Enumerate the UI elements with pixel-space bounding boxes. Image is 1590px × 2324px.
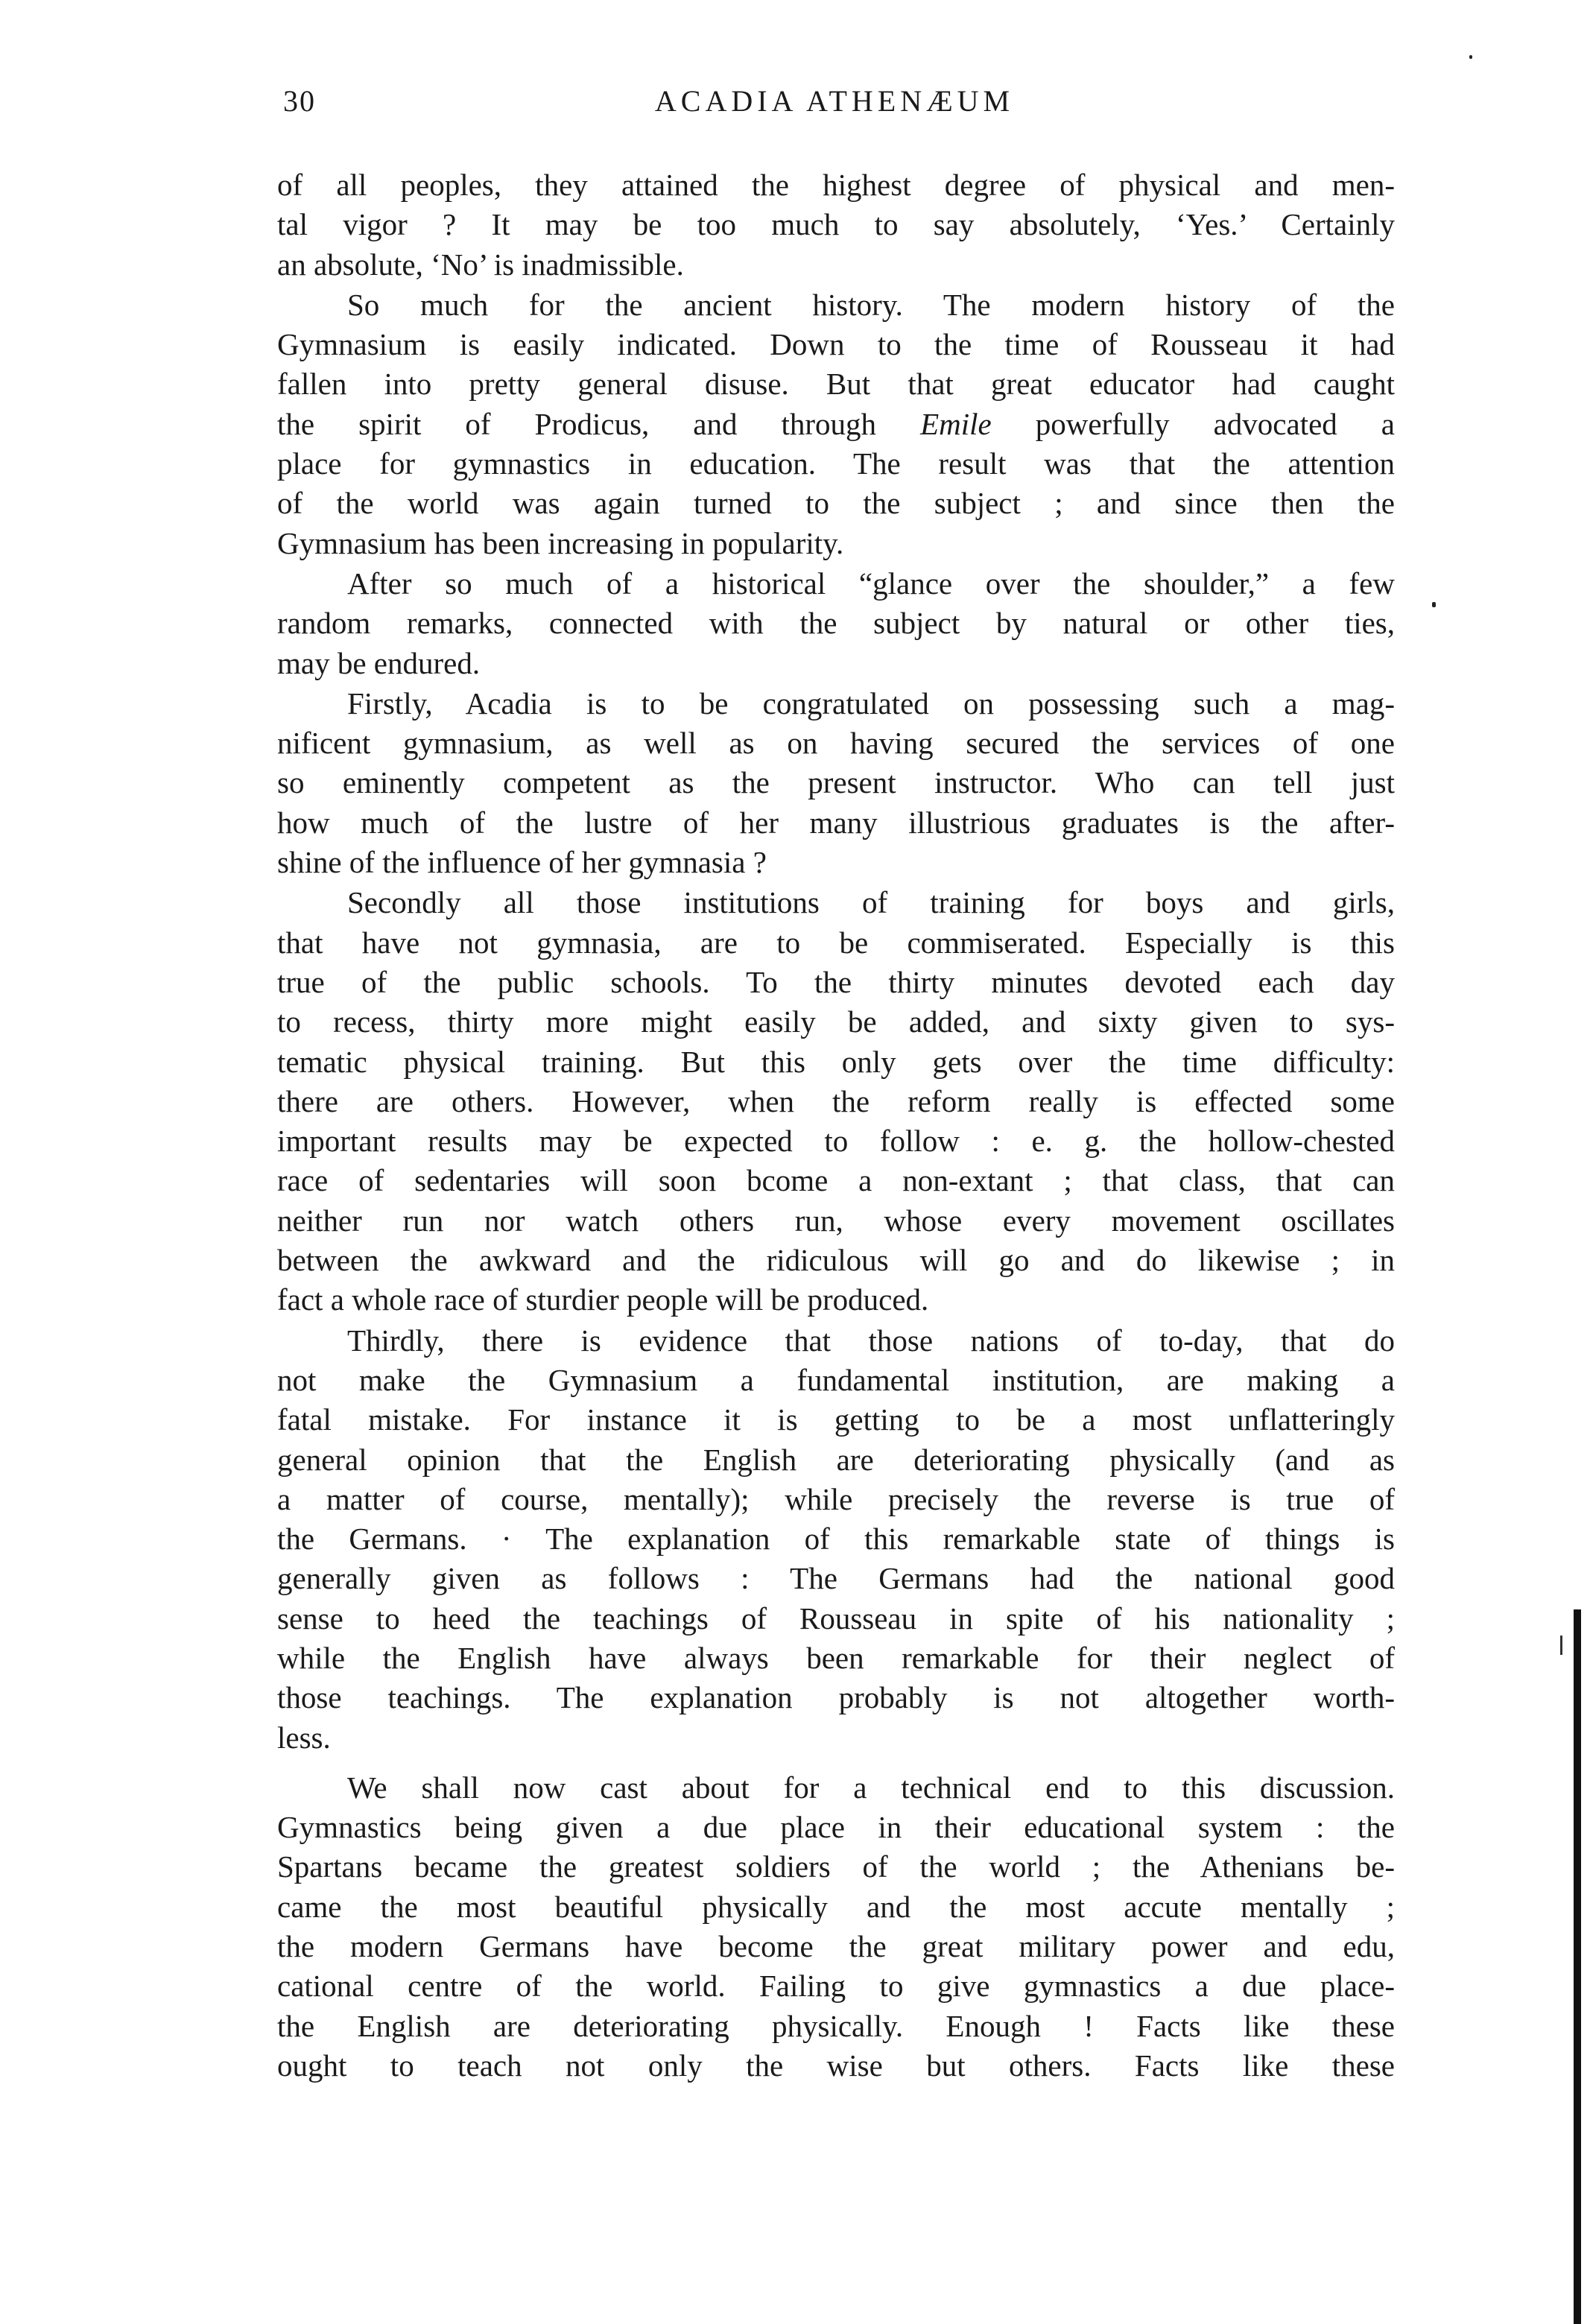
text-line: the Germans. · The explanation of this remarkable state of things is xyxy=(277,1522,1395,1557)
text-line: Firstly, Acadia is to be congratulated on possessing such a mag- xyxy=(347,686,1395,721)
text-line: those teachings. The explanation probably is not altogether worth- xyxy=(277,1680,1395,1715)
text-line: there are others. However, when the reform really is effected some xyxy=(277,1083,1395,1118)
text-line: shine of the influence of her gymnasia ? xyxy=(277,845,767,880)
text-line: fatal mistake. For instance it is getting to be a most unflatteringly xyxy=(277,1402,1395,1437)
text-line: sense to heed the teachings of Rousseau in spite of his nationality ; xyxy=(277,1600,1395,1636)
text-line: tematic physical training. But this only gets over the time difficulty: xyxy=(277,1044,1395,1079)
text-line: So much for the ancient history. The modern history of the xyxy=(347,287,1395,322)
text-line: a matter of course, mentally); while precisely the reverse is true of xyxy=(277,1481,1395,1516)
journal-title: ACADIA ATHENÆUM xyxy=(654,84,1015,118)
book-title: Emile xyxy=(920,406,992,441)
paragraph xyxy=(277,883,1395,1320)
text-line: Thirdly, there is evidence that those nations of to-day, that do xyxy=(347,1323,1395,1358)
text-line: not make the Gymnasium a fundamental institution, are making a xyxy=(277,1362,1395,1397)
text-line: random remarks, connected with the subject by natural or other ties, xyxy=(277,606,1395,641)
text-line: generally given as follows : The Germans had the national good xyxy=(277,1561,1395,1596)
text-line: the English are deteriorating physically. Enough ! Facts like these xyxy=(277,2008,1395,2043)
text-line: while the English have always been remarkable for their neglect of xyxy=(277,1640,1395,1675)
text-line: fact a whole race of sturdier people will be produced. xyxy=(277,1282,929,1317)
text-line: After so much of a historical “glance over the shoulder,” a few xyxy=(347,566,1395,601)
text-line: the spirit of Prodicus, and through Emile powerfully advocated a xyxy=(277,406,1395,441)
text-line: of all peoples, they attained the highest degree of physical and men- xyxy=(277,168,1395,202)
text-line: the modern Germans have become the great military power and edu, xyxy=(277,1929,1395,1964)
text-line: Gymnasium has been increasing in popularity. xyxy=(277,525,844,560)
text-line: came the most beautiful physically and the most accute mentally ; xyxy=(277,1889,1395,1924)
paragraph xyxy=(277,1768,1395,2086)
text-line: Gymnasium is easily indicated. Down to the time of Rousseau it had xyxy=(277,327,1395,362)
text-line: fallen into pretty general disuse. But that great educator had caught xyxy=(277,367,1395,402)
text-line: Gymnastics being given a due place in their educational system : the xyxy=(277,1810,1395,1845)
paragraph xyxy=(277,165,1395,285)
text-line: Secondly all those institutions of training for boys and girls, xyxy=(347,885,1395,920)
scan-margin-mark xyxy=(1560,1636,1562,1655)
paragraph xyxy=(277,1321,1395,1758)
text-line: to recess, thirty more might easily be added, and sixty given to sys- xyxy=(277,1004,1395,1039)
text-line: place for gymnastics in education. The result was that the attention xyxy=(277,446,1395,481)
text-line: how much of the lustre of her many illustrious graduates is the after- xyxy=(277,805,1395,840)
text-line: race of sedentaries will soon bcome a non-extant ; that class, that can xyxy=(277,1163,1395,1198)
scan-speck xyxy=(1432,602,1436,607)
paragraph xyxy=(277,684,1395,882)
text-line: Spartans became the greatest soldiers of the world ; the Athenians be- xyxy=(277,1849,1395,1884)
scan-edge-bar xyxy=(1574,1609,1581,2324)
text-line: true of the public schools. To the thirty minutes devoted each day xyxy=(277,964,1395,999)
text-line: less. xyxy=(277,1720,331,1755)
paragraph xyxy=(277,564,1395,683)
text-line: important results may be expected to follow : e. g. the hollow-chested xyxy=(277,1124,1395,1159)
text-line: nificent gymnasium, as well as on having secured the services of one xyxy=(277,726,1395,761)
text-line: neither run nor watch others run, whose every movement oscillates xyxy=(277,1203,1395,1238)
text-line: between the awkward and the ridiculous will go and do likewise ; in xyxy=(277,1243,1395,1278)
text-line: tal vigor ? It may be too much to say absolutely, ‘Yes.’ Certainly xyxy=(277,207,1395,242)
text-line: an absolute, ‘No’ is inadmissible. xyxy=(277,247,684,282)
article-body xyxy=(277,165,1395,2086)
text-line: cational centre of the world. Failing to give gymnastics a due place- xyxy=(277,1969,1395,2004)
text-line: that have not gymnasia, are to be commiserated. Especially is this xyxy=(277,925,1395,960)
paragraph xyxy=(277,285,1395,563)
text-line: of the world was again turned to the subject ; and since then the xyxy=(277,486,1395,521)
text-line: We shall now cast about for a technical end to this discussion. xyxy=(347,1770,1395,1805)
text-line: general opinion that the English are deteriorating physically (and as xyxy=(277,1442,1395,1477)
running-head xyxy=(283,83,1386,128)
text-line: so eminently competent as the present instructor. Who can tell just xyxy=(277,765,1395,800)
text-line: ought to teach not only the wise but others. Facts like these xyxy=(277,2048,1395,2083)
scan-speck xyxy=(1469,55,1472,59)
page-number: 30 xyxy=(283,84,316,118)
text-line: may be endured. xyxy=(277,645,481,680)
